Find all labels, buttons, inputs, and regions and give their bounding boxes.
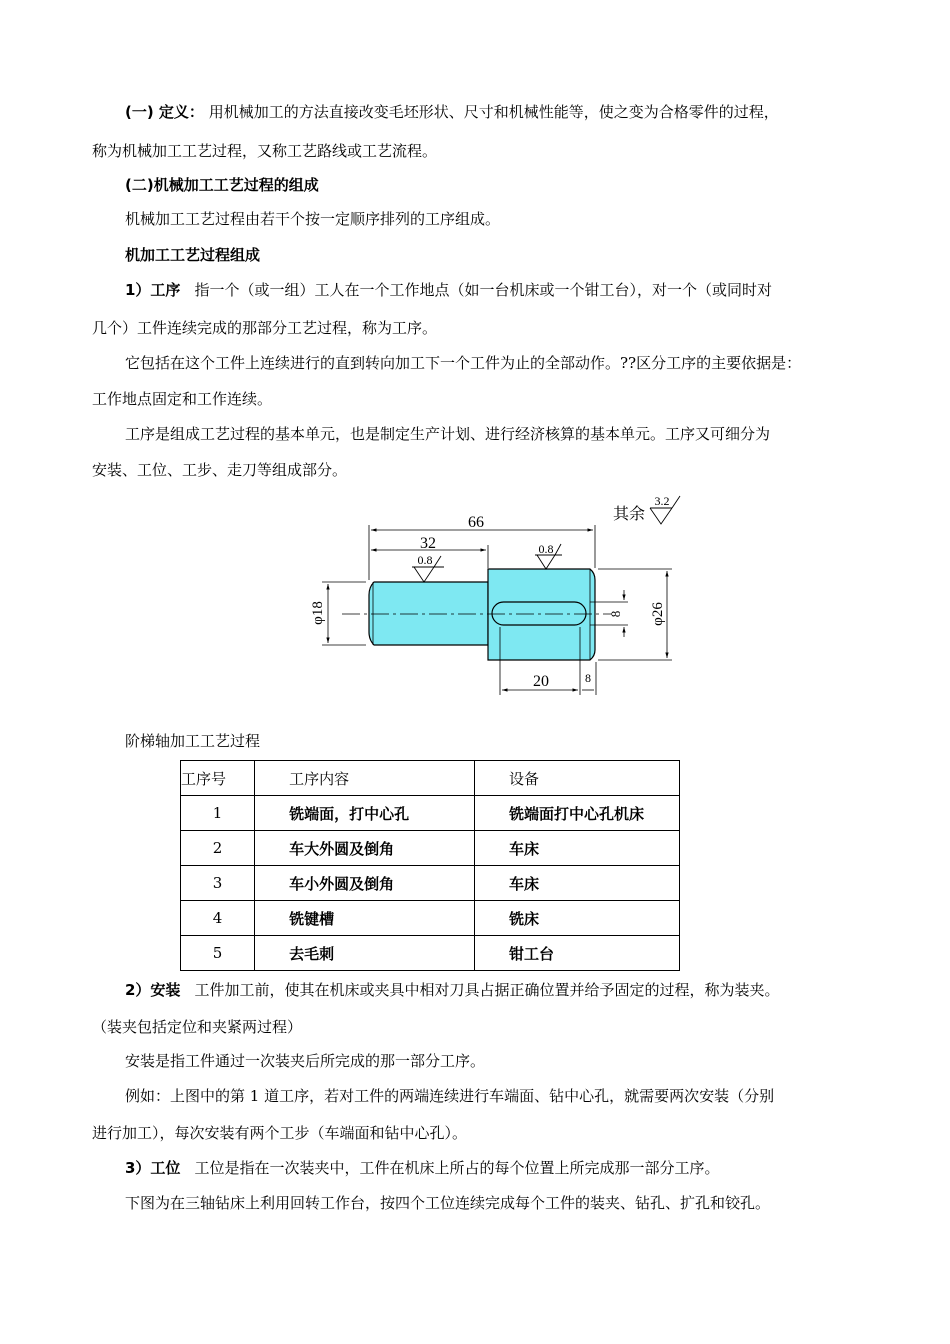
roughness-rest-value: 3.2: [654, 494, 670, 508]
process-includes-continuation: 工作地点固定和工作连续。: [92, 390, 273, 408]
station-text: 工位是指在一次装夹中，工件在机床上所占的每个位置上所完成那一部分工序。: [194, 1159, 720, 1177]
dia-small-label: φ18: [310, 601, 326, 625]
process-includes-text: 它包括在这个工件上连续进行的直到转向加工下一个工件为止的全部动作。??区分工序的主要依据是：: [125, 354, 802, 372]
roughness-left-value: 0.8: [417, 553, 433, 567]
installation-label: 2）安装: [125, 981, 181, 999]
dim-left-label: 32: [420, 535, 436, 552]
table-caption: 阶梯轴加工工艺过程: [125, 732, 261, 750]
dia-large-label: φ26: [650, 602, 666, 626]
header-step-no: 工序号: [181, 761, 255, 796]
dim-keyway-label: 20: [533, 673, 549, 690]
roughness-symbol-left: [412, 553, 444, 582]
process-step-continuation: 几个）工件连续完成的那部分工艺过程，称为工序。: [92, 319, 438, 337]
station-figure-intro: 下图为在三轴钻床上利用回转工作台，按四个工位连续完成每个工件的装夹、钻孔、扩孔和铰孔。: [125, 1194, 771, 1212]
process-table: [180, 760, 680, 971]
process-step-text: 指一个（或一组）工人在一个工作地点（如一台机床或一个钳工台），对一个（或同时对: [194, 281, 772, 299]
header-equipment: 设备: [475, 761, 680, 796]
equipment-cell: 车床: [475, 831, 680, 866]
dim-right-end-label: 8: [585, 671, 591, 685]
table-header-row: [181, 761, 680, 796]
table-row: [181, 901, 680, 936]
table-row: [181, 936, 680, 971]
roughness-symbol-right: [535, 542, 562, 569]
section-heading-composition: (二)机械加工工艺过程的组成: [125, 176, 319, 194]
installation-example: 例如：上图中的第 1 道工序，若对工件的两端连续进行车端面、钻中心孔，就需要两次安装（分别: [125, 1087, 775, 1105]
step-no-cell: 4: [181, 901, 255, 936]
step-no-cell: 5: [181, 936, 255, 971]
station-label: 3）工位: [125, 1159, 181, 1177]
definition-text: 用机械加工的方法直接改变毛坯形状、尺寸和机械性能等，使之变为合格零件的过程，: [203, 103, 779, 121]
definition-continuation: 称为机械加工工艺过程，又称工艺路线或工艺流程。: [92, 142, 438, 160]
equipment-cell: 钳工台: [475, 936, 680, 971]
roughness-right-value: 0.8: [538, 542, 554, 556]
content-cell: 车大外圆及倒角: [255, 831, 475, 866]
installation-text: 工件加工前，使其在机床或夹具中相对刀具占据正确位置并给予固定的过程，称为装夹。: [194, 981, 780, 999]
roughness-rest-label: 其余: [613, 506, 646, 523]
content-cell: 去毛刺: [255, 936, 475, 971]
installation-definition: 安装是指工件通过一次装夹后所完成的那一部分工序。: [125, 1052, 486, 1070]
table-row: [181, 866, 680, 901]
process-unit-text: 工序是组成工艺过程的基本单元，也是制定生产计划、进行经济核算的基本单元。工序又可细分为: [125, 425, 771, 443]
keyway-slot: [492, 602, 586, 625]
content-cell: 车小外圆及倒角: [255, 866, 475, 901]
definition-label: (一) 定义：: [125, 103, 204, 121]
key-width-label: 8: [608, 610, 623, 618]
step-no-cell: 1: [181, 796, 255, 831]
shaft-small-section: [369, 582, 488, 645]
installation-line: [125, 979, 905, 1001]
content-cell: 铣键槽: [255, 901, 475, 936]
content-cell: 铣端面，打中心孔: [255, 796, 475, 831]
process-step-label: 1）工序: [125, 281, 181, 299]
process-unit-continuation: 安装、工位、工步、走刀等组成部分。: [92, 461, 348, 479]
equipment-cell: 车床: [475, 866, 680, 901]
subheading-process: 机加工工艺过程组成: [125, 246, 261, 264]
step-no-cell: 2: [181, 831, 255, 866]
roughness-symbol-rest: [650, 494, 680, 524]
station-line: [125, 1157, 905, 1179]
dim-overall-label: 66: [468, 514, 484, 531]
installation-example-continuation: 进行加工），每次安装有两个工步（车端面和钻中心孔）。: [92, 1124, 468, 1142]
installation-continuation: （装夹包括定位和夹紧两过程）: [92, 1018, 303, 1036]
table-row: [181, 796, 680, 831]
equipment-cell: 铣端面打中心孔机床: [475, 796, 680, 831]
composition-text: 机械加工工艺过程由若干个按一定顺序排列的工序组成。: [125, 210, 501, 228]
step-no-cell: 3: [181, 866, 255, 901]
table-row: [181, 831, 680, 866]
header-content: 工序内容: [255, 761, 475, 796]
equipment-cell: 铣床: [475, 901, 680, 936]
